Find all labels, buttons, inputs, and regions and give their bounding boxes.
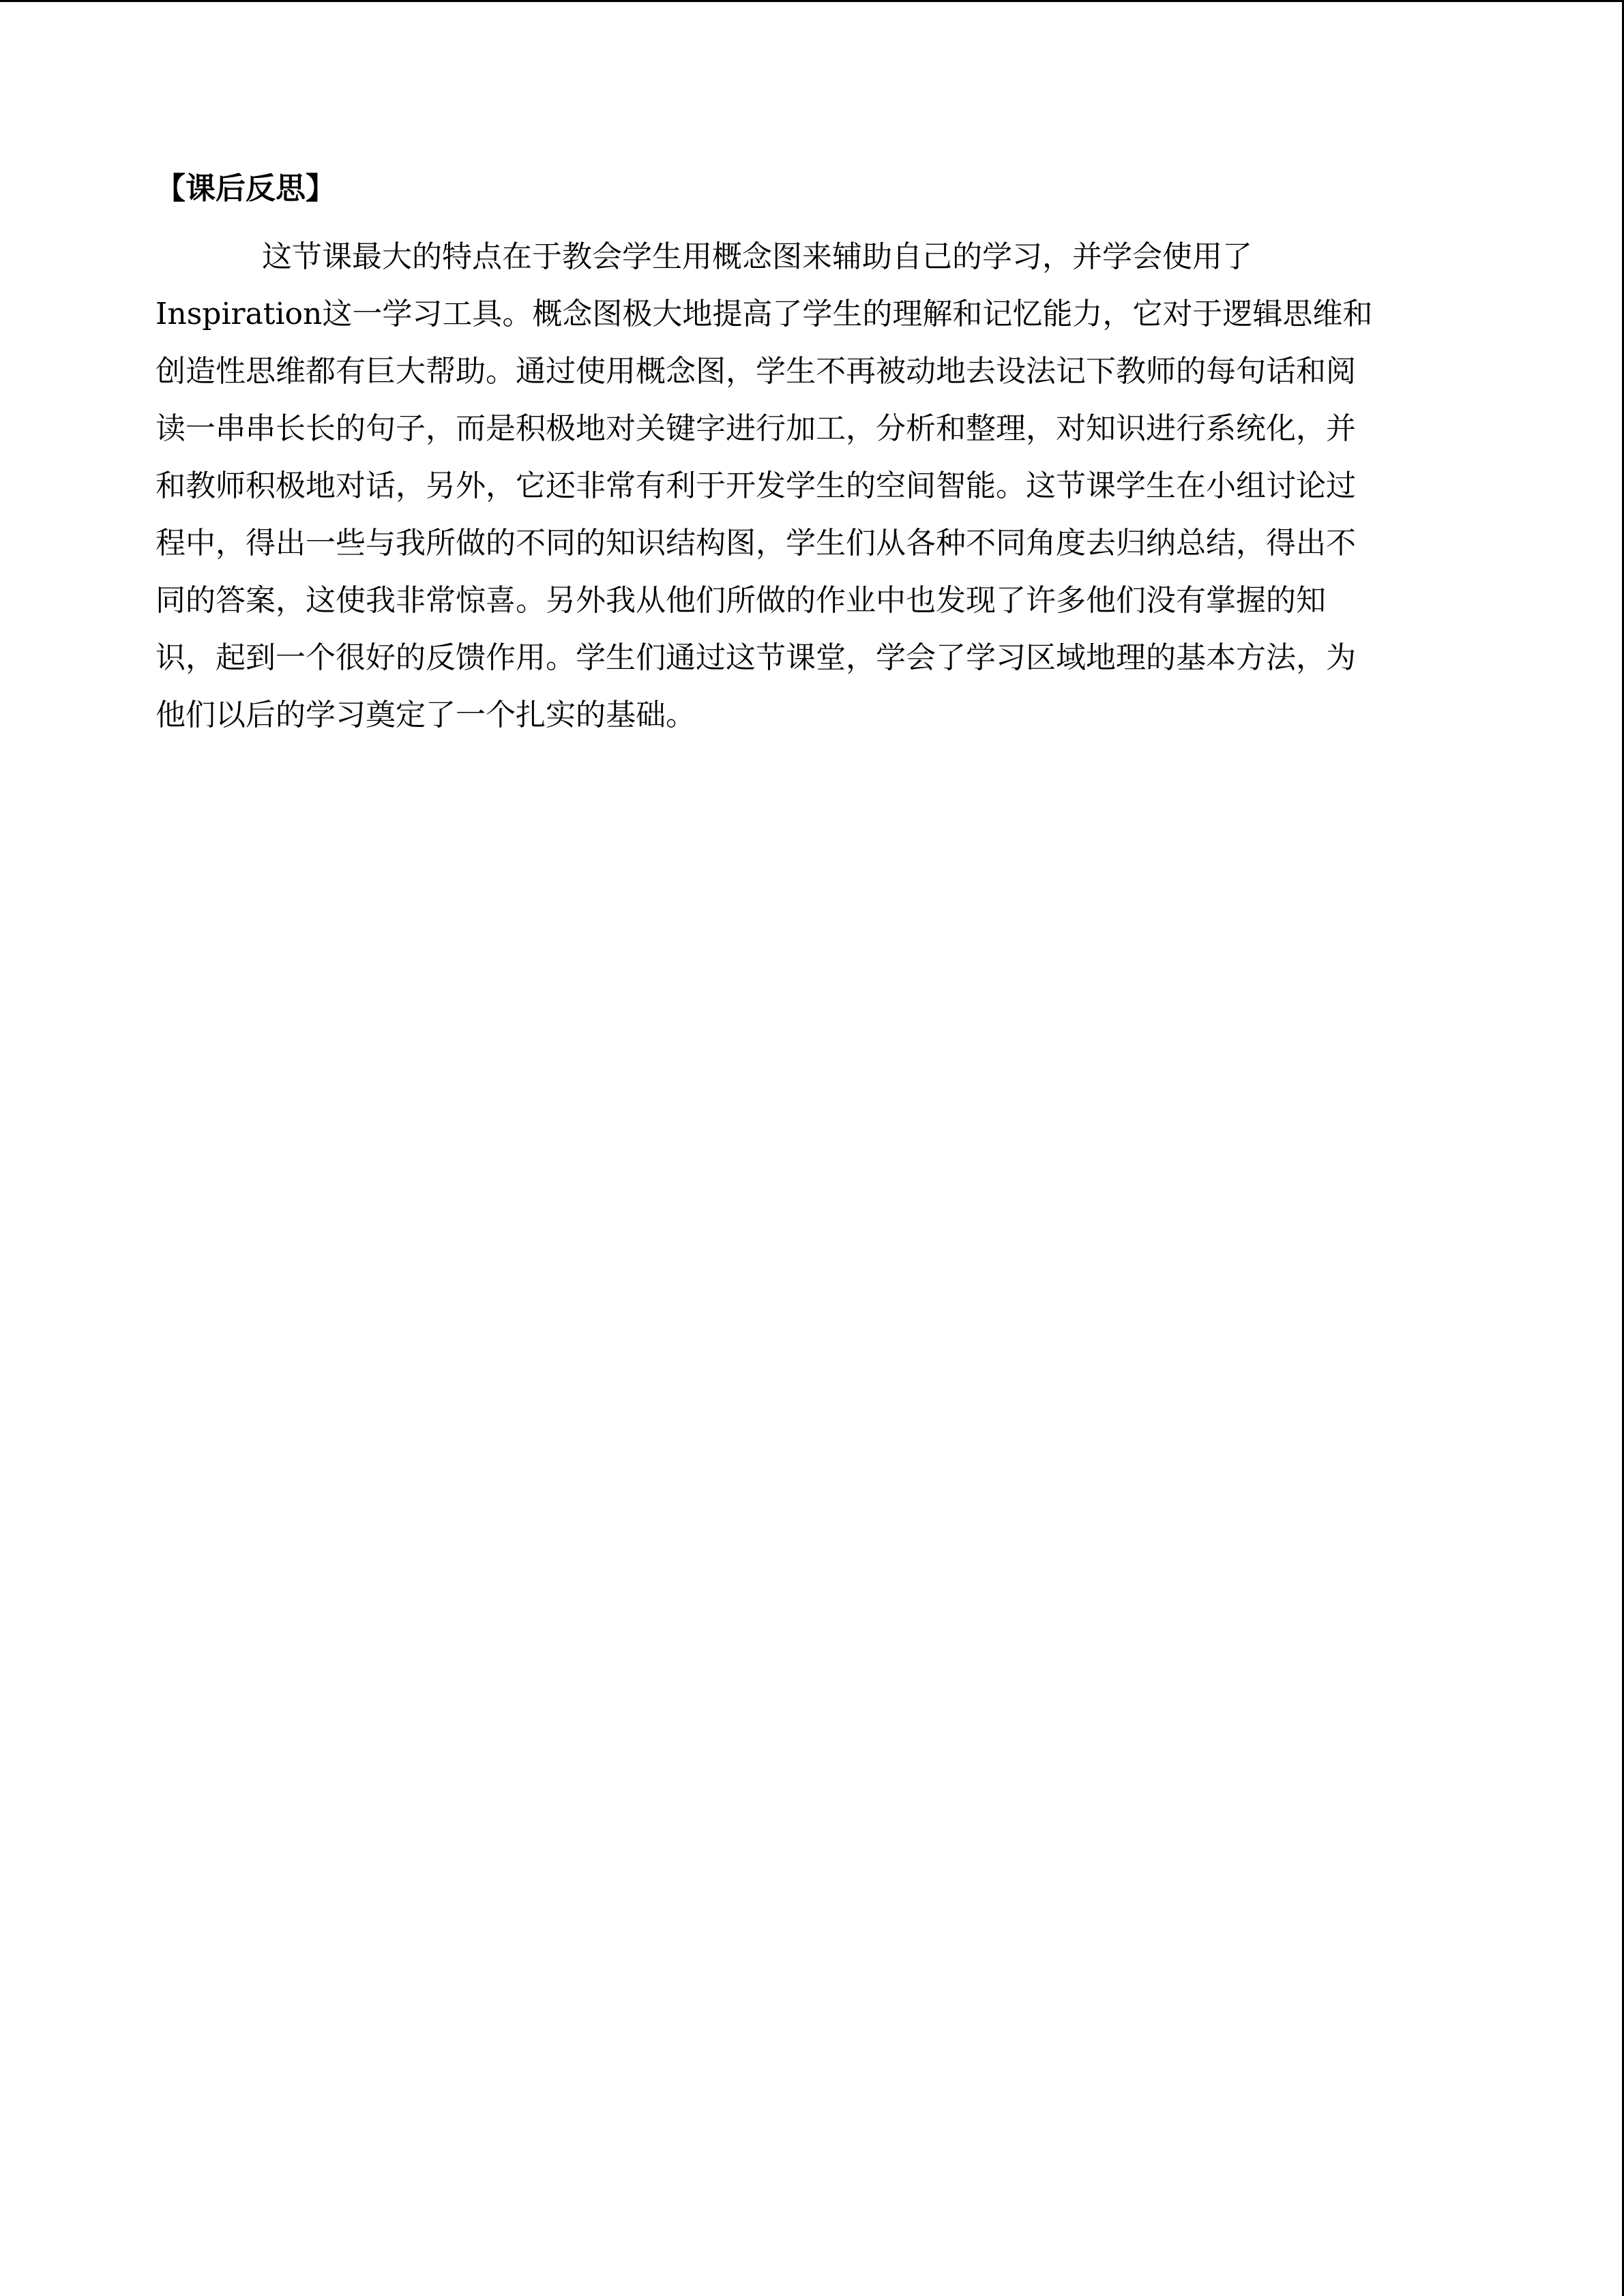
paragraph-line: 创造性思维都有巨大帮助。通过使用概念图，学生不再被动地去设法记下教师的每句话和阅 [156,354,1356,389]
section-heading: 【课后反思】 [156,171,336,206]
paragraph-line: 读一串串长长的句子，而是积极地对关键字进行加工，分析和整理，对知识进行系统化，并 [156,411,1356,446]
paragraph-line: Inspiration这一学习工具。概念图极大地提高了学生的理解和记忆能力，它对于逻辑思维和 [156,297,1373,331]
paragraph-line: 这节课最大的特点在于教会学生用概念图来辅助自己的学习，并学会使用了 [262,239,1252,274]
paragraph-line: 程中，得出一些与我所做的不同的知识结构图，学生们从各种不同角度去归纳总结，得出不 [156,526,1356,561]
paragraph-line: 识，起到一个很好的反馈作用。学生们通过这节课堂，学会了学习区域地理的基本方法，为 [156,640,1356,675]
reflection-paragraph [156,228,1465,744]
paragraph-line: 同的答案，这使我非常惊喜。另外我从他们所做的作业中也发现了许多他们没有掌握的知 [156,583,1326,618]
paragraph-line: 他们以后的学习奠定了一个扎实的基础。 [156,698,696,732]
paragraph-line: 和教师积极地对话，另外，它还非常有利于开发学生的空间智能。这节课学生在小组讨论过 [156,468,1356,503]
